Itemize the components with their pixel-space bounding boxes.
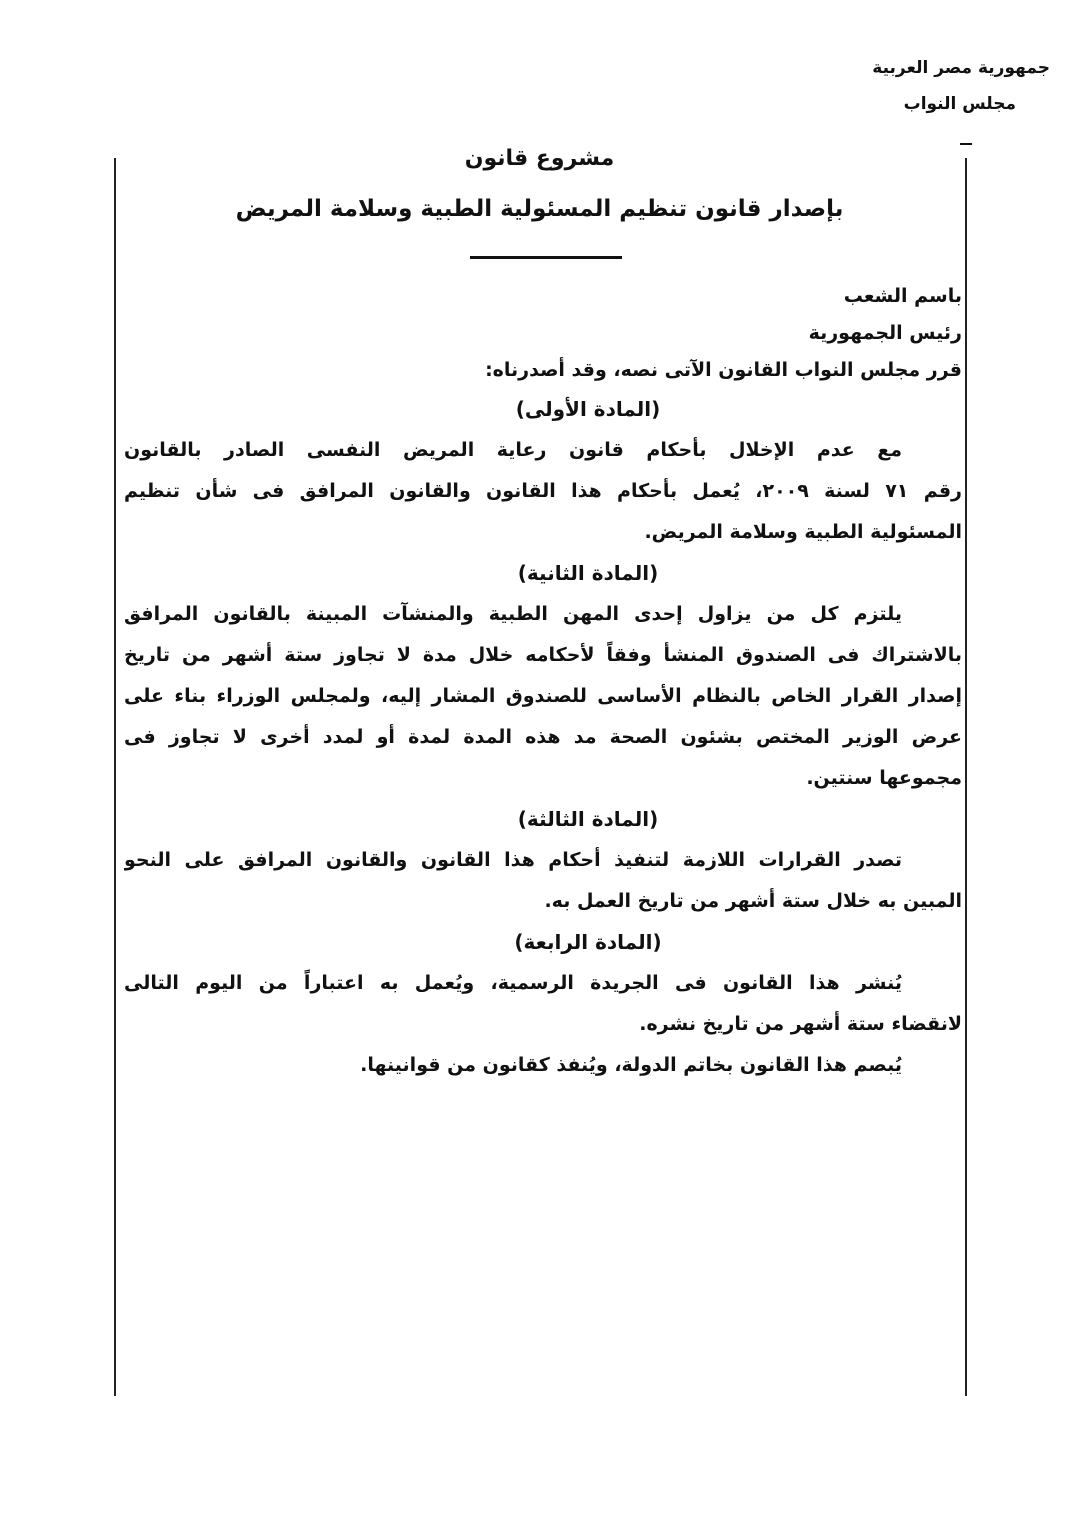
article-line: لانقضاء ستة أشهر من تاريخ نشره. <box>639 1013 962 1035</box>
closing-line: يُبصم هذا القانون بخاتم الدولة، ويُنفذ كقانون من قوانينها. <box>360 1054 902 1076</box>
header-country: جمهورية مصر العربية <box>872 58 1050 78</box>
right-margin-rule <box>965 158 967 1396</box>
preamble-president: رئيس الجمهورية <box>808 322 962 344</box>
article-line: بالاشتراك فى الصندوق المنشأ وفقاً لأحكامه خلال مدة لا تجاوز ستة أشهر من تاريخ <box>124 644 962 666</box>
title-underline <box>470 256 622 259</box>
document-body <box>124 278 962 1086</box>
article-line: يُنشر هذا القانون فى الجريدة الرسمية، ويُعمل به اعتباراً من اليوم التالى <box>124 972 902 994</box>
article-heading: (المادة الرابعة) <box>514 930 662 954</box>
preamble-decree: قرر مجلس النواب القانون الآتى نصه، وقد أصدرناه: <box>485 359 962 381</box>
article-heading: (المادة الأولى) <box>515 397 661 421</box>
article-line: المبين به خلال ستة أشهر من تاريخ العمل به. <box>544 890 962 912</box>
article-line: تصدر القرارات اللازمة لتنفيذ أحكام هذا القانون والقانون المرافق على النحو <box>124 849 902 871</box>
doc-subtitle: بإصدار قانون تنظيم المسئولية الطبية وسلامة المريض <box>235 196 844 222</box>
doc-title: مشروع قانون <box>464 146 615 171</box>
header-dash <box>960 143 972 145</box>
article-heading: (المادة الثالثة) <box>517 807 659 831</box>
article-line: يلتزم كل من يزاول إحدى المهن الطبية والمنشآت المبينة بالقانون المرافق <box>124 603 902 625</box>
article-line: مع عدم الإخلال بأحكام قانون رعاية المريض النفسى الصادر بالقانون <box>124 439 902 461</box>
header-parliament: مجلس النواب <box>903 94 1016 114</box>
article-line: رقم ٧١ لسنة ٢٠٠٩، يُعمل بأحكام هذا القانون والقانون المرافق فى شأن تنظيم <box>124 480 962 502</box>
preamble-people: باسم الشعب <box>843 285 962 307</box>
left-margin-rule <box>114 158 116 1396</box>
article-line: المسئولية الطبية وسلامة المريض. <box>644 521 962 543</box>
article-line: إصدار القرار الخاص بالنظام الأساسى للصندوق المشار إليه، ولمجلس الوزراء بناء على <box>124 685 962 707</box>
article-line: عرض الوزير المختص بشئون الصحة مد هذه المدة لمدة أو لمدد أخرى لا تجاوز فى <box>124 726 962 748</box>
article-heading: (المادة الثانية) <box>517 561 659 585</box>
article-line: مجموعها سنتين. <box>806 767 962 789</box>
